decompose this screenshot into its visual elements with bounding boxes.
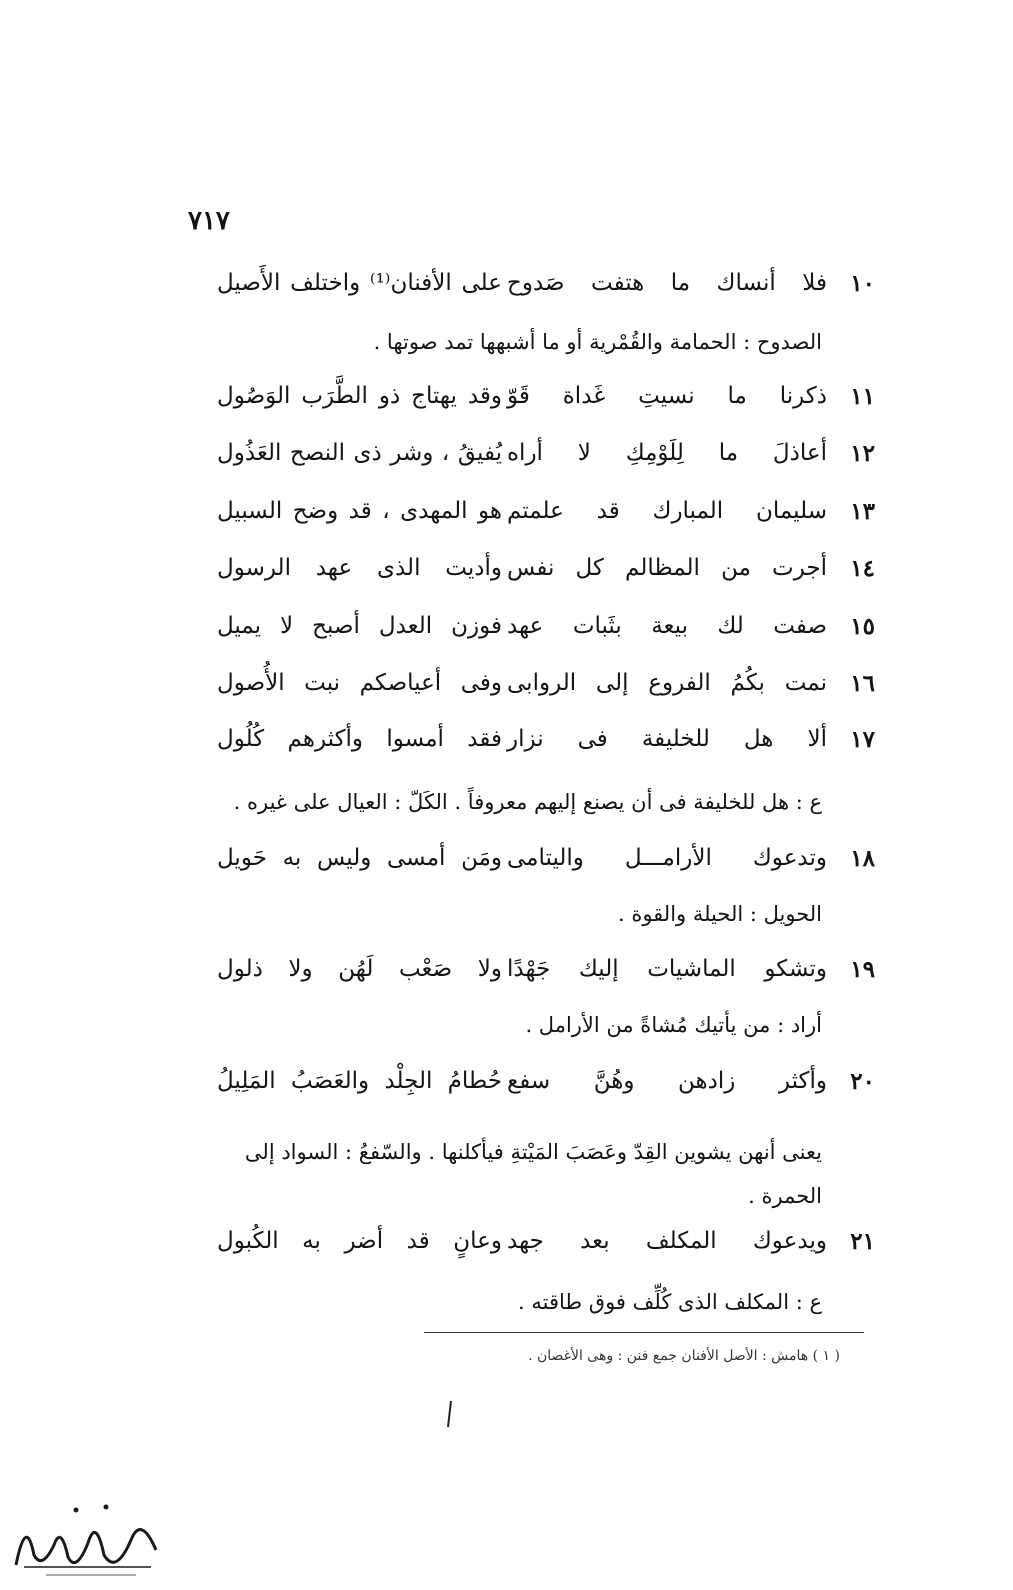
verse-second-hemistich: وقد يهتاج ذو الطَّرَب الوَصُول — [217, 383, 502, 409]
verse-line — [205, 1220, 875, 1270]
gloss-note: يعنى أنهن يشوين القِدّ وعَصَبَ المَيْتةِ فيأكلنها . والسّفعُ : السواد إلى الحمرة . — [244, 1140, 822, 1208]
gloss-note: أراد : من يأتيك مُشاةً من الأرامل . — [525, 1013, 822, 1037]
verse-first-hemistich: نمت بكُمُ الفروع إلى الروابى — [507, 670, 827, 696]
verse-line — [205, 432, 875, 482]
gloss-note: الحويل : الحيلة والقوة . — [617, 902, 822, 926]
verse-second-hemistich: فوزن العدل أصبح لا يميل — [217, 613, 502, 639]
verse-first-hemistich: أجرت من المظالم كل نفس — [507, 555, 827, 581]
verse-second-hemistich: وفى أعياصكم نبت الأُصول — [217, 670, 502, 696]
verse-second-hemistich: فقد أمسوا وأكثرهم كُلُول — [217, 726, 502, 752]
verse-first-hemistich: أعاذلَ ما لِلَوْمِكِ لا أراه — [507, 440, 827, 466]
verse-first-hemistich: وتدعوك الأرامـــل واليتامى — [507, 845, 827, 871]
gloss-note: ع : المكلف الذى كُلِّف فوق طاقته . — [518, 1290, 822, 1314]
verse-line — [205, 662, 875, 712]
verse-number: ١٨ — [850, 845, 875, 872]
verse-number: ١٥ — [850, 613, 875, 640]
verse-second-hemistich: ولا صَعْب لَهُن ولا ذلول — [217, 956, 502, 982]
verse-second-hemistich: على الأفنان⁽¹⁾ واختلف الأَصيل — [217, 270, 503, 296]
verse-line — [205, 375, 875, 425]
verse-number: ١٢ — [850, 440, 875, 467]
verse-second-hemistich: حُطامُ الجِلْد والعَصَبُ المَلِيلُ — [217, 1068, 502, 1094]
verse-second-hemistich: ومَن أمسى وليس به حَويل — [217, 845, 502, 871]
footnote: ( ١ ) هامش : الأصل الأفنان جمع فنن : وهى الأغصان . — [528, 1348, 840, 1364]
verse-line — [205, 547, 875, 597]
verse-line — [205, 948, 875, 998]
footnote-divider — [424, 1332, 864, 1333]
verse-number: ١٩ — [850, 956, 875, 983]
verse-number: ١٦ — [850, 670, 875, 697]
verse-first-hemistich: سليمان المبارك قد علمتم — [507, 498, 827, 524]
verse-second-hemistich: وعانٍ قد أضر به الكُبول — [217, 1228, 502, 1254]
verse-second-hemistich: وأديت الذى عهد الرسول — [217, 555, 502, 581]
verse-first-hemistich: ويدعوك المكلف بعد جهد — [507, 1228, 827, 1254]
verse-line — [205, 1060, 875, 1110]
verse-first-hemistich: وأكثر زادهن وهُنَّ سفع — [507, 1068, 827, 1094]
verse-line — [205, 718, 875, 768]
verse-first-hemistich: صفت لك بيعة بثَبات عهد — [507, 613, 827, 639]
verse-first-hemistich: وتشكو الماشيات إليك جَهْدًا — [507, 956, 827, 982]
verse-line — [205, 605, 875, 655]
verse-number: ١٧ — [850, 726, 875, 753]
verse-number: ١٣ — [850, 498, 875, 525]
verse-first-hemistich: ألا هل للخليفة فى نزار — [507, 726, 827, 752]
verse-number: ١٤ — [850, 555, 875, 582]
page-number: ٧١٧ — [188, 206, 230, 236]
verse-second-hemistich: يُفيقُ ، وشر ذى النصح العَذُول — [217, 440, 502, 466]
verse-first-hemistich: فلا أنساك ما هتفت صَدوح — [507, 270, 827, 296]
gloss-note: ع : هل للخليفة فى أن يصنع إليهم معروفاً . الكَلّ : العيال على غيره . — [233, 790, 822, 814]
pen-stroke-mark — [445, 1400, 453, 1428]
verse-line — [205, 490, 875, 540]
verse-line — [205, 262, 875, 312]
watermark-logo — [6, 1495, 166, 1580]
verse-number: ٢١ — [850, 1228, 875, 1255]
verse-number: ١١ — [850, 383, 875, 410]
gloss-note: الصدوح : الحمامة والقُمْرية أو ما أشبهها تمد صوتها . — [373, 330, 822, 354]
verse-line — [205, 837, 875, 887]
verse-first-hemistich: ذكرنا ما نسيتِ غَداة قَوّ — [507, 383, 827, 409]
verse-second-hemistich: هو المهدى ، قد وضح السبيل — [217, 498, 502, 524]
verse-number: ٢٠ — [850, 1068, 875, 1095]
verse-number: ١٠ — [850, 270, 875, 297]
